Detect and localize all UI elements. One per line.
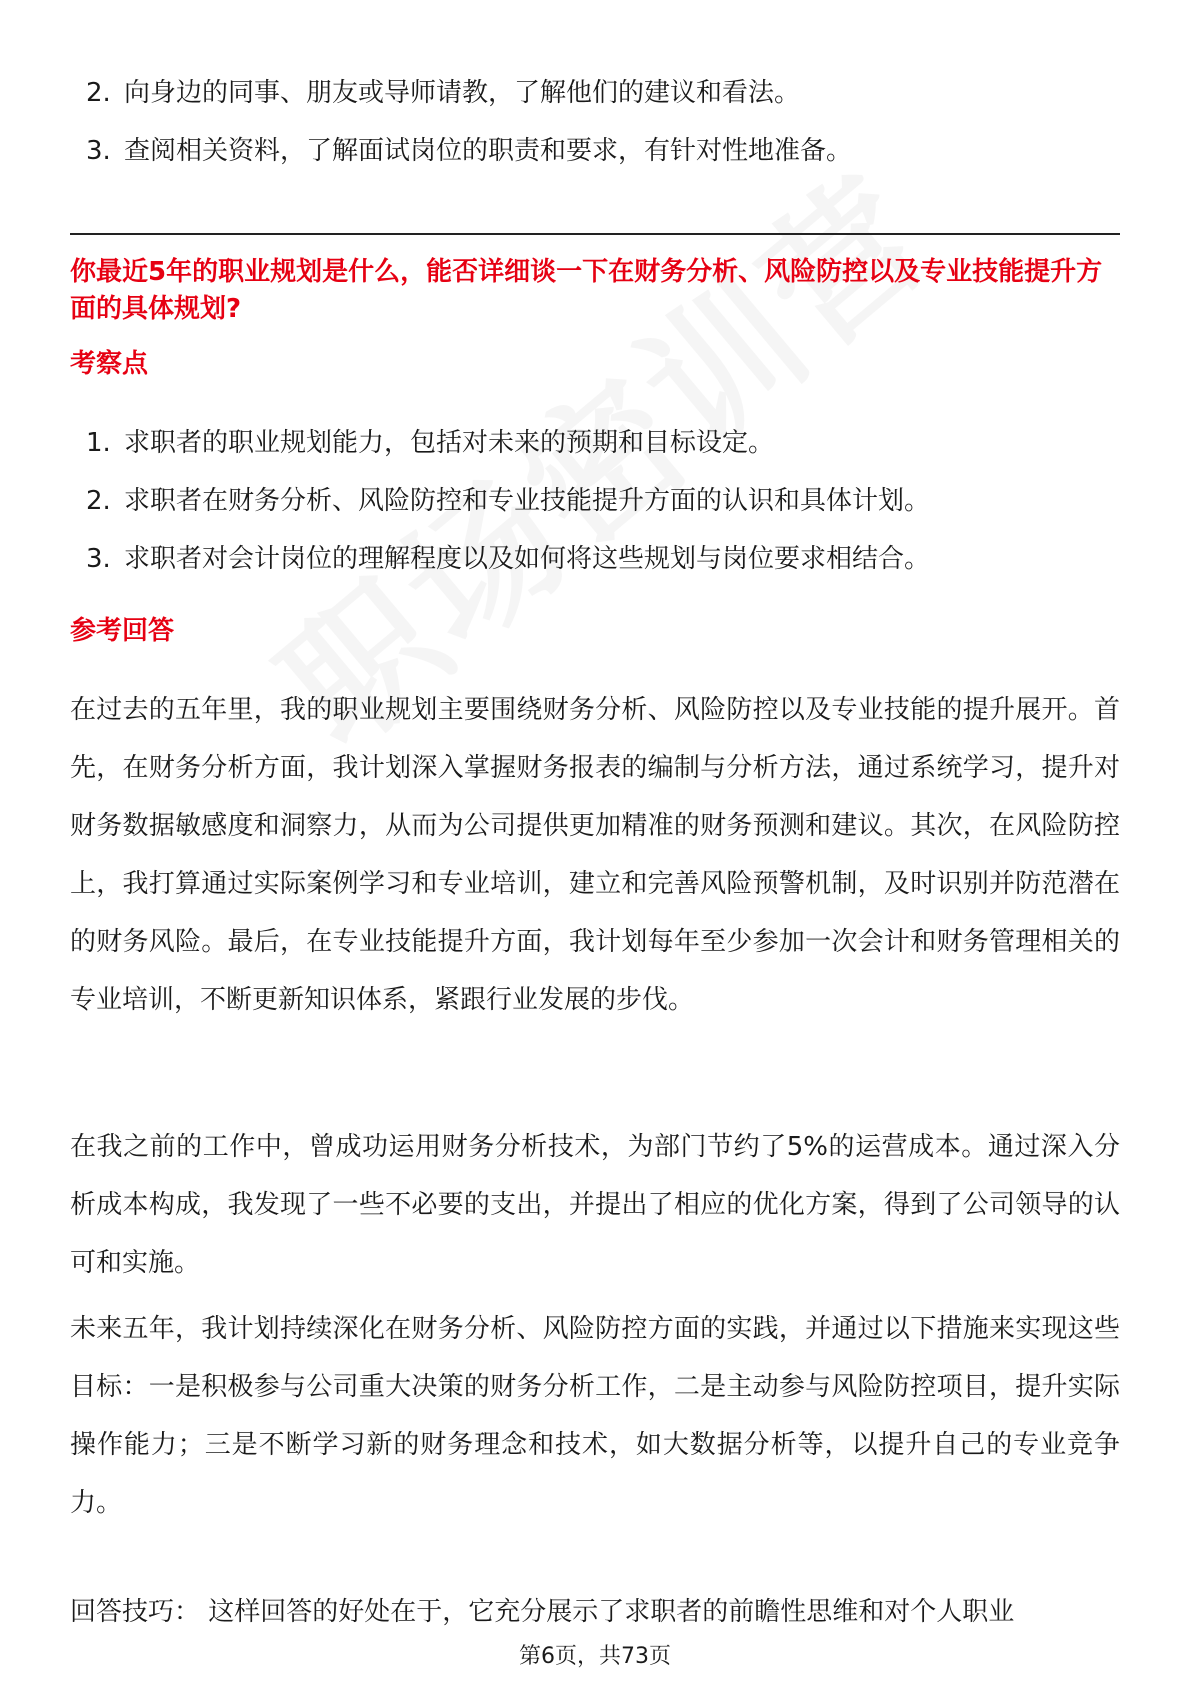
answer-tips-paragraph: 回答技巧： 这样回答的好处在于，它充分展示了求职者的前瞻性思维和对个人职业 (70, 1597, 1015, 1627)
focus-list (70, 424, 1120, 598)
list-number: 3. (86, 544, 111, 574)
list-text: 求职者在财务分析、风险防控和专业技能提升方面的认识和具体计划。 (124, 486, 931, 516)
list-text: 查阅相关资料，了解面试岗位的职责和要求，有针对性地准备。 (124, 136, 853, 166)
list-number: 3. (86, 136, 111, 166)
interview-question: 你最近5年的职业规划是什么，能否详细谈一下在财务分析、风险防控以及专业技能提升方面的具体规划? (70, 257, 1103, 324)
list-item (70, 424, 1120, 462)
tips-list (70, 74, 1120, 190)
list-text: 向身边的同事、朋友或导师请教，了解他们的建议和看法。 (124, 78, 801, 108)
answer-heading: 参考回答 (70, 616, 175, 646)
list-item (70, 482, 1120, 520)
answer-paragraph: 未来五年，我计划持续深化在财务分析、风险防控方面的实践，并通过以下措施来实现这些目标：一是积极参与公司重大决策的财务分析工作，二是主动参与风险防控项目，提升实际操作能力；三是不断学习新的财务理念和技术，如大数据分析等，以提升自己的专业竞争力。 (70, 1314, 1120, 1518)
list-item (70, 540, 1120, 578)
list-number: 2. (86, 486, 111, 516)
list-number: 2. (86, 78, 111, 108)
answer-paragraph: 在过去的五年里，我的职业规划主要围绕财务分析、风险防控以及专业技能的提升展开。首先，在财务分析方面，我计划深入掌握财务报表的编制与分析方法，通过系统学习，提升对财务数据敏感度和洞察力，从而为公司提供更加精准的财务预测和建议。其次，在风险防控上，我打算通过实际案例学习和专业培训，建立和完善风险预警机制，及时识别并防范潜在的财务风险。最后，在专业技能提升方面，我计划每年至少参加一次会计和财务管理相关的专业培训，不断更新知识体系，紧跟行业发展的步伐。 (70, 695, 1120, 1015)
page-number: 第6页，共73页 (519, 1644, 671, 1669)
list-item (70, 132, 1120, 170)
list-number: 1. (86, 428, 111, 458)
focus-heading: 考察点 (70, 349, 149, 379)
list-text: 求职者对会计岗位的理解程度以及如何将这些规划与岗位要求相结合。 (124, 544, 931, 574)
answer-paragraph: 在我之前的工作中，曾成功运用财务分析技术，为部门节约了5%的运营成本。通过深入分析成本构成，我发现了一些不必要的支出，并提出了相应的优化方案，得到了公司领导的认可和实施。 (70, 1132, 1120, 1278)
list-item (70, 74, 1120, 112)
section-divider (70, 233, 1120, 235)
list-text: 求职者的职业规划能力，包括对未来的预期和目标设定。 (124, 428, 775, 458)
